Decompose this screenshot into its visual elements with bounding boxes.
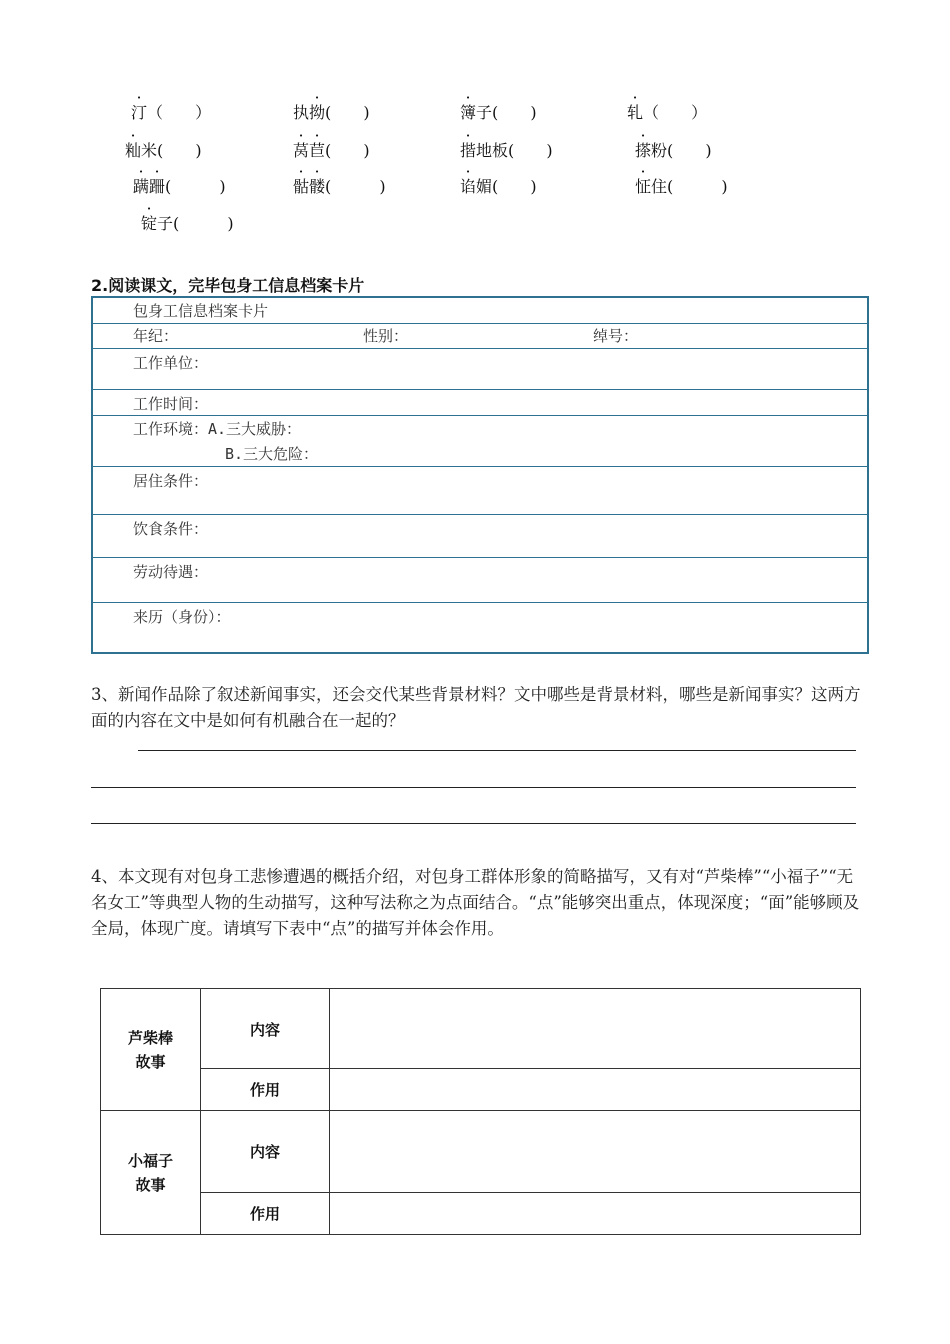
word-char	[347, 177, 363, 196]
word-char: (	[165, 177, 172, 196]
effect-label: 作用	[201, 1069, 330, 1111]
dotted-char: 簿	[460, 103, 477, 122]
effect-label: 作用	[201, 1193, 330, 1235]
q1-word	[635, 141, 712, 161]
nickname-label: 绰号：	[593, 327, 639, 345]
q1-word	[293, 141, 370, 161]
q1-word	[133, 177, 226, 197]
word-char	[331, 177, 347, 196]
word-char	[163, 103, 179, 122]
word-char: 板	[492, 141, 509, 160]
work-unit-row[interactable]	[93, 349, 867, 390]
dotted-char: 籼	[125, 141, 142, 160]
word-char: 粉	[651, 141, 668, 160]
word-char: (	[508, 141, 515, 160]
word-char: ）	[691, 103, 708, 122]
word-char	[689, 141, 705, 160]
word-char	[514, 103, 530, 122]
dotted-char: 苣	[309, 141, 326, 160]
labor-row[interactable]	[93, 558, 867, 603]
word-char: ）	[195, 103, 212, 122]
card-header-row	[93, 298, 867, 324]
word-char	[179, 141, 195, 160]
living-row[interactable]	[93, 467, 867, 515]
word-char	[498, 103, 514, 122]
word-char: )	[721, 177, 728, 196]
word-char: )	[379, 177, 386, 196]
word-char	[675, 103, 691, 122]
gender-label: 性别：	[363, 327, 409, 345]
word-char	[347, 103, 363, 122]
word-char: )	[363, 141, 370, 160]
word-char: 住	[651, 177, 668, 196]
word-char: )	[705, 141, 712, 160]
work-time-label: 工作时间：	[133, 395, 209, 413]
work-env-b-label: B.三大危险：	[225, 445, 319, 463]
word-char	[514, 141, 530, 160]
word-char	[179, 214, 195, 233]
content-label: 内容	[201, 989, 330, 1069]
word-char: )	[363, 103, 370, 122]
answer-line[interactable]	[91, 823, 856, 824]
q1-word	[460, 177, 537, 197]
word-char: )	[227, 214, 234, 233]
dotted-char: 怔	[635, 177, 652, 196]
word-char	[331, 141, 347, 160]
q1-word	[131, 103, 211, 123]
dotted-char: 揩	[460, 141, 477, 160]
q1-word	[635, 177, 728, 197]
content-answer-cell[interactable]	[330, 1111, 861, 1193]
content-answer-cell[interactable]	[330, 989, 861, 1069]
labor-label: 劳动待遇：	[133, 563, 209, 581]
info-card	[91, 296, 869, 654]
dotted-char: 跚	[149, 177, 166, 196]
dotted-char: 谄	[460, 177, 477, 196]
story-label-xiao-fu-zi: 小福子 故事	[101, 1111, 201, 1235]
word-char	[659, 103, 675, 122]
card-header: 包身工信息档案卡片	[133, 302, 269, 320]
dotted-char: 汀	[131, 103, 148, 122]
q1-word	[141, 214, 234, 234]
word-char	[673, 177, 689, 196]
dotted-char: 髅	[309, 177, 326, 196]
word-char: 媚	[476, 177, 493, 196]
word-char	[331, 103, 347, 122]
word-char: 子	[157, 214, 174, 233]
q1-word	[460, 103, 537, 123]
dotted-char: 蹒	[133, 177, 150, 196]
q2-title: 2.阅读课文，完毕包身工信息档案卡片	[91, 276, 365, 295]
word-char	[163, 141, 179, 160]
word-char	[705, 177, 721, 196]
food-row[interactable]	[93, 515, 867, 558]
answer-line[interactable]	[138, 750, 856, 751]
age-label: 年纪：	[133, 327, 179, 345]
effect-answer-cell[interactable]	[330, 1069, 861, 1111]
answer-line[interactable]	[91, 787, 856, 788]
word-char: (	[492, 103, 499, 122]
word-char	[363, 177, 379, 196]
word-char: (	[667, 141, 674, 160]
word-char: (	[173, 214, 180, 233]
word-char: (	[325, 141, 332, 160]
q1-word	[293, 177, 386, 197]
word-char	[347, 141, 363, 160]
word-char	[530, 141, 546, 160]
word-char: （	[147, 103, 164, 122]
dotted-char: 锭	[141, 214, 158, 233]
word-char	[203, 177, 219, 196]
word-char: 执	[293, 103, 310, 122]
q1-word	[125, 141, 202, 161]
origin-row[interactable]	[93, 603, 867, 652]
word-char: 地	[476, 141, 493, 160]
q1-word-list	[0, 0, 950, 260]
word-char: )	[530, 103, 537, 122]
q4-text: 4、本文现有对包身工悲惨遭遇的概括介绍，对包身工群体形象的简略描写，又有对“芦柴棒”“小福子”“无名女工”等典型人物的生动描写，这种写法称之为点面结合。“点”能够突出重点，体现深度；“面”能够顾及全局，体现广度。请填写下表中“点”的描写并体会作用。	[91, 867, 860, 938]
word-char: )	[546, 141, 553, 160]
word-char	[673, 141, 689, 160]
word-char	[179, 103, 195, 122]
word-char	[498, 177, 514, 196]
dotted-char: 搽	[635, 141, 652, 160]
word-char	[195, 214, 211, 233]
work-env-label: 工作环境：A.三大威胁：	[133, 420, 302, 438]
q1-word	[460, 141, 553, 161]
word-char: 子	[476, 103, 493, 122]
living-label: 居住条件：	[133, 472, 209, 490]
word-char: （	[643, 103, 660, 122]
word-char: )	[219, 177, 226, 196]
work-unit-label: 工作单位：	[133, 354, 209, 372]
origin-label: 来历（身份）：	[133, 608, 231, 626]
story-label-lu-chai-bang: 芦柴棒 故事	[101, 989, 201, 1111]
word-char	[689, 177, 705, 196]
q3-text: 3、新闻作品除了叙述新闻事实，还会交代某些背景材料？文中哪些是背景材料，哪些是新闻事实？这两方面的内容在文中是如何有机融合在一起的？	[91, 685, 861, 730]
word-char: (	[325, 177, 332, 196]
word-char: (	[325, 103, 332, 122]
word-char: (	[157, 141, 164, 160]
work-env-row[interactable]	[93, 416, 867, 467]
card-basic-row[interactable]	[93, 324, 867, 349]
point-description-table	[100, 988, 861, 1235]
content-label: 内容	[201, 1111, 330, 1193]
dotted-char: 拗	[309, 103, 326, 122]
word-char: (	[667, 177, 674, 196]
word-char	[211, 214, 227, 233]
word-char: (	[492, 177, 499, 196]
effect-answer-cell[interactable]	[330, 1193, 861, 1235]
word-char: )	[195, 141, 202, 160]
food-label: 饮食条件：	[133, 520, 209, 538]
word-char: )	[530, 177, 537, 196]
word-char	[187, 177, 203, 196]
word-char	[171, 177, 187, 196]
q1-word	[293, 103, 370, 123]
work-time-row[interactable]	[93, 390, 867, 416]
dotted-char: 莴	[293, 141, 310, 160]
word-char	[514, 177, 530, 196]
word-char: 米	[141, 141, 158, 160]
dotted-char: 骷	[293, 177, 310, 196]
q1-word	[627, 103, 707, 123]
dotted-char: 轧	[627, 103, 644, 122]
